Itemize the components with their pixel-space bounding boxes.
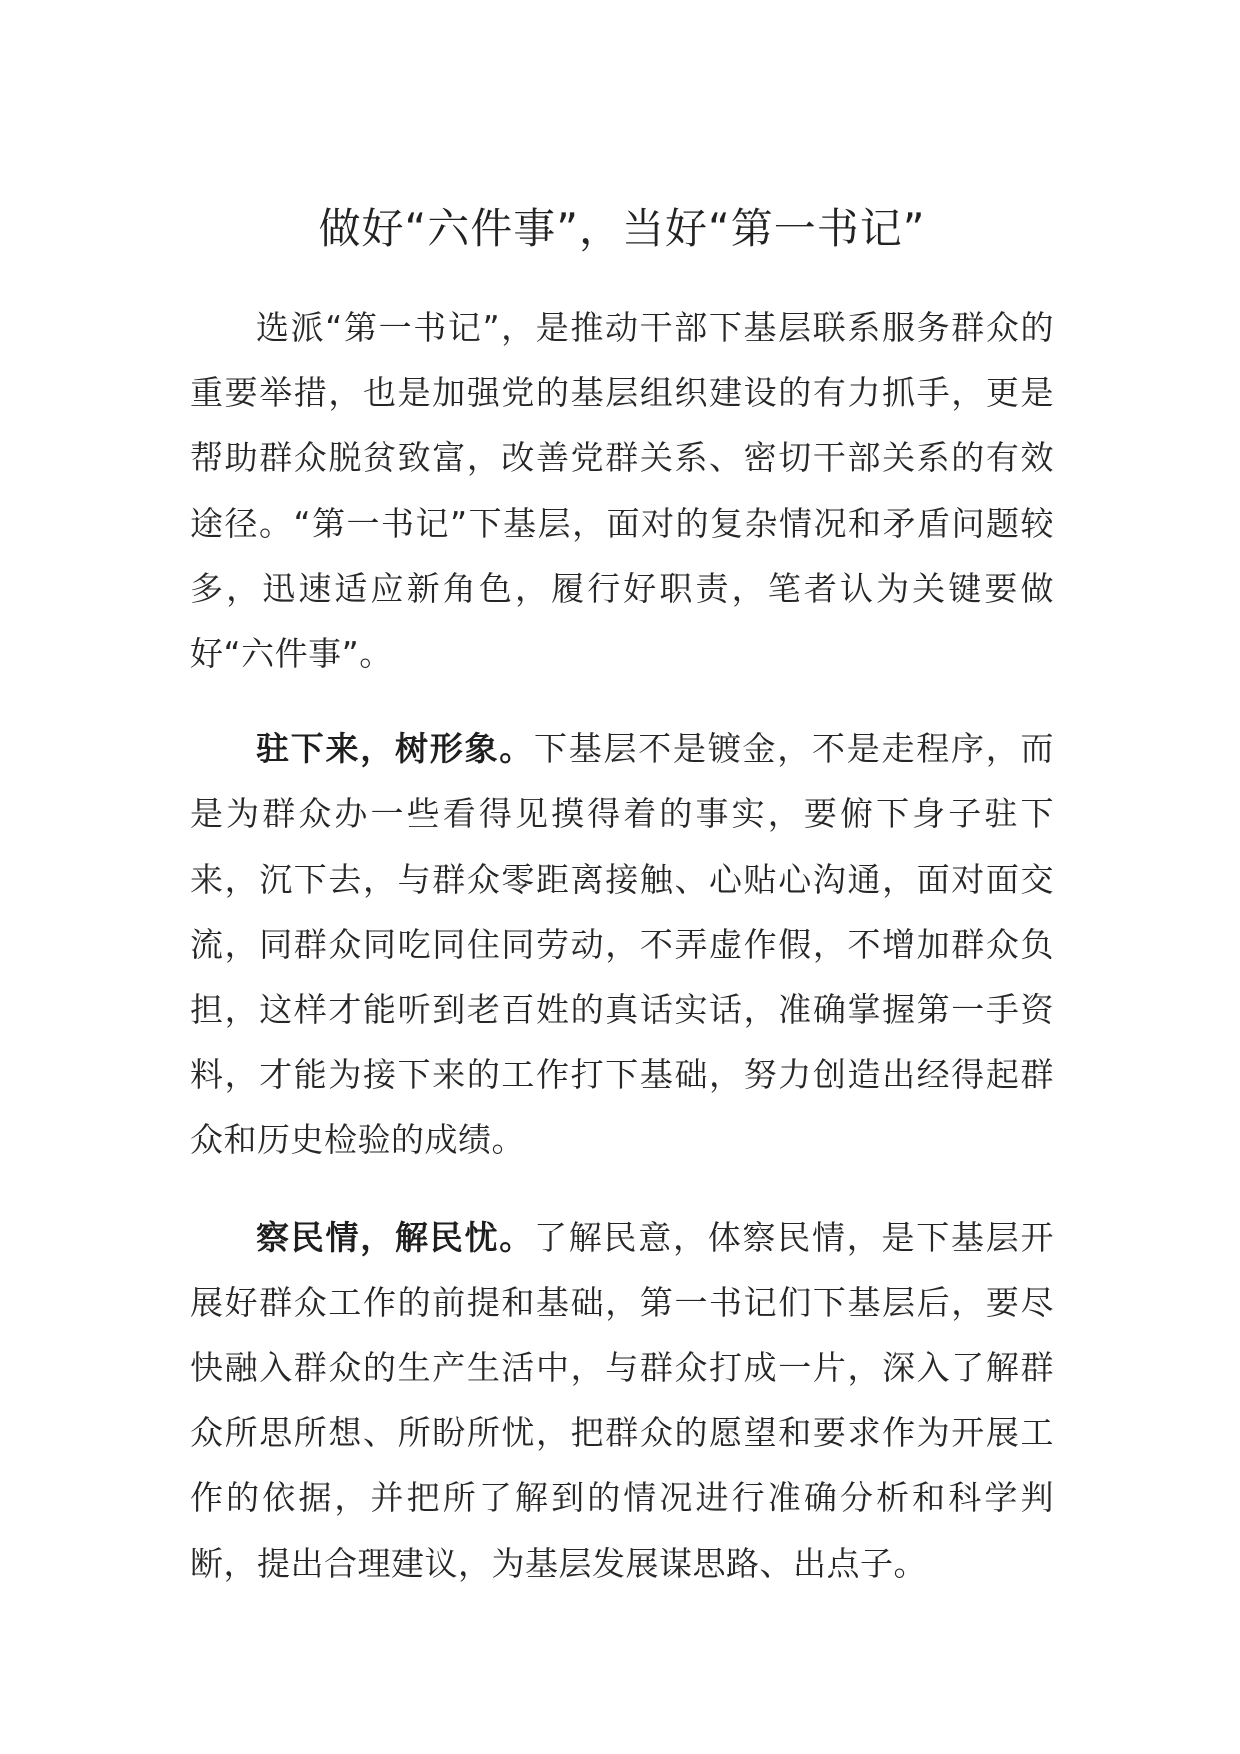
paragraph-lead-heading: 察民情，解民忧。 [256,1217,534,1257]
paragraph-lead-heading: 驻下来，树形象。 [256,729,534,769]
paragraph-body: 下基层不是镀金，不是走程序，而是为群众办一些看得见摸得着的事实，要俯下身子驻下来，沉下去，与群众零距离接触、心贴心沟通，面对面交流，同群众同吃同住同劳动，不弄虚作假，不增加群众负担，这样才能听到老百姓的真话实话，准确掌握第一手资料，才能为接下来的工作打下基础，努力创造出经得起群众和历史检验的成绩。 [190,729,1054,1160]
paragraph-section-2 [190,1205,1054,1596]
paragraph-body: 选派“第一书记”，是推动干部下基层联系服务群众的重要举措，也是加强党的基层组织建设的有力抓手，更是帮助群众脱贫致富，改善党群关系、密切干部关系的有效途径。“第一书记”下基层，面对的复杂情况和矛盾问题较多，迅速适应新角色，履行好职责，笔者认为关键要做好“六件事”。 [190,308,1054,674]
document-title: 做好“六件事”，当好“第一书记” [318,204,926,253]
paragraph-section-1 [190,716,1054,1172]
paragraph-intro [190,295,1054,686]
paragraph-body: 了解民意，体察民情，是下基层开展好群众工作的前提和基础，第一书记们下基层后，要尽快融入群众的生产生活中，与群众打成一片，深入了解群众所思所想、所盼所忧，把群众的愿望和要求作为开展工作的依据，并把所了解到的情况进行准确分析和科学判断，提出合理建议，为基层发展谋思路、出点子。 [190,1217,1054,1583]
document-page [190,196,1054,1596]
